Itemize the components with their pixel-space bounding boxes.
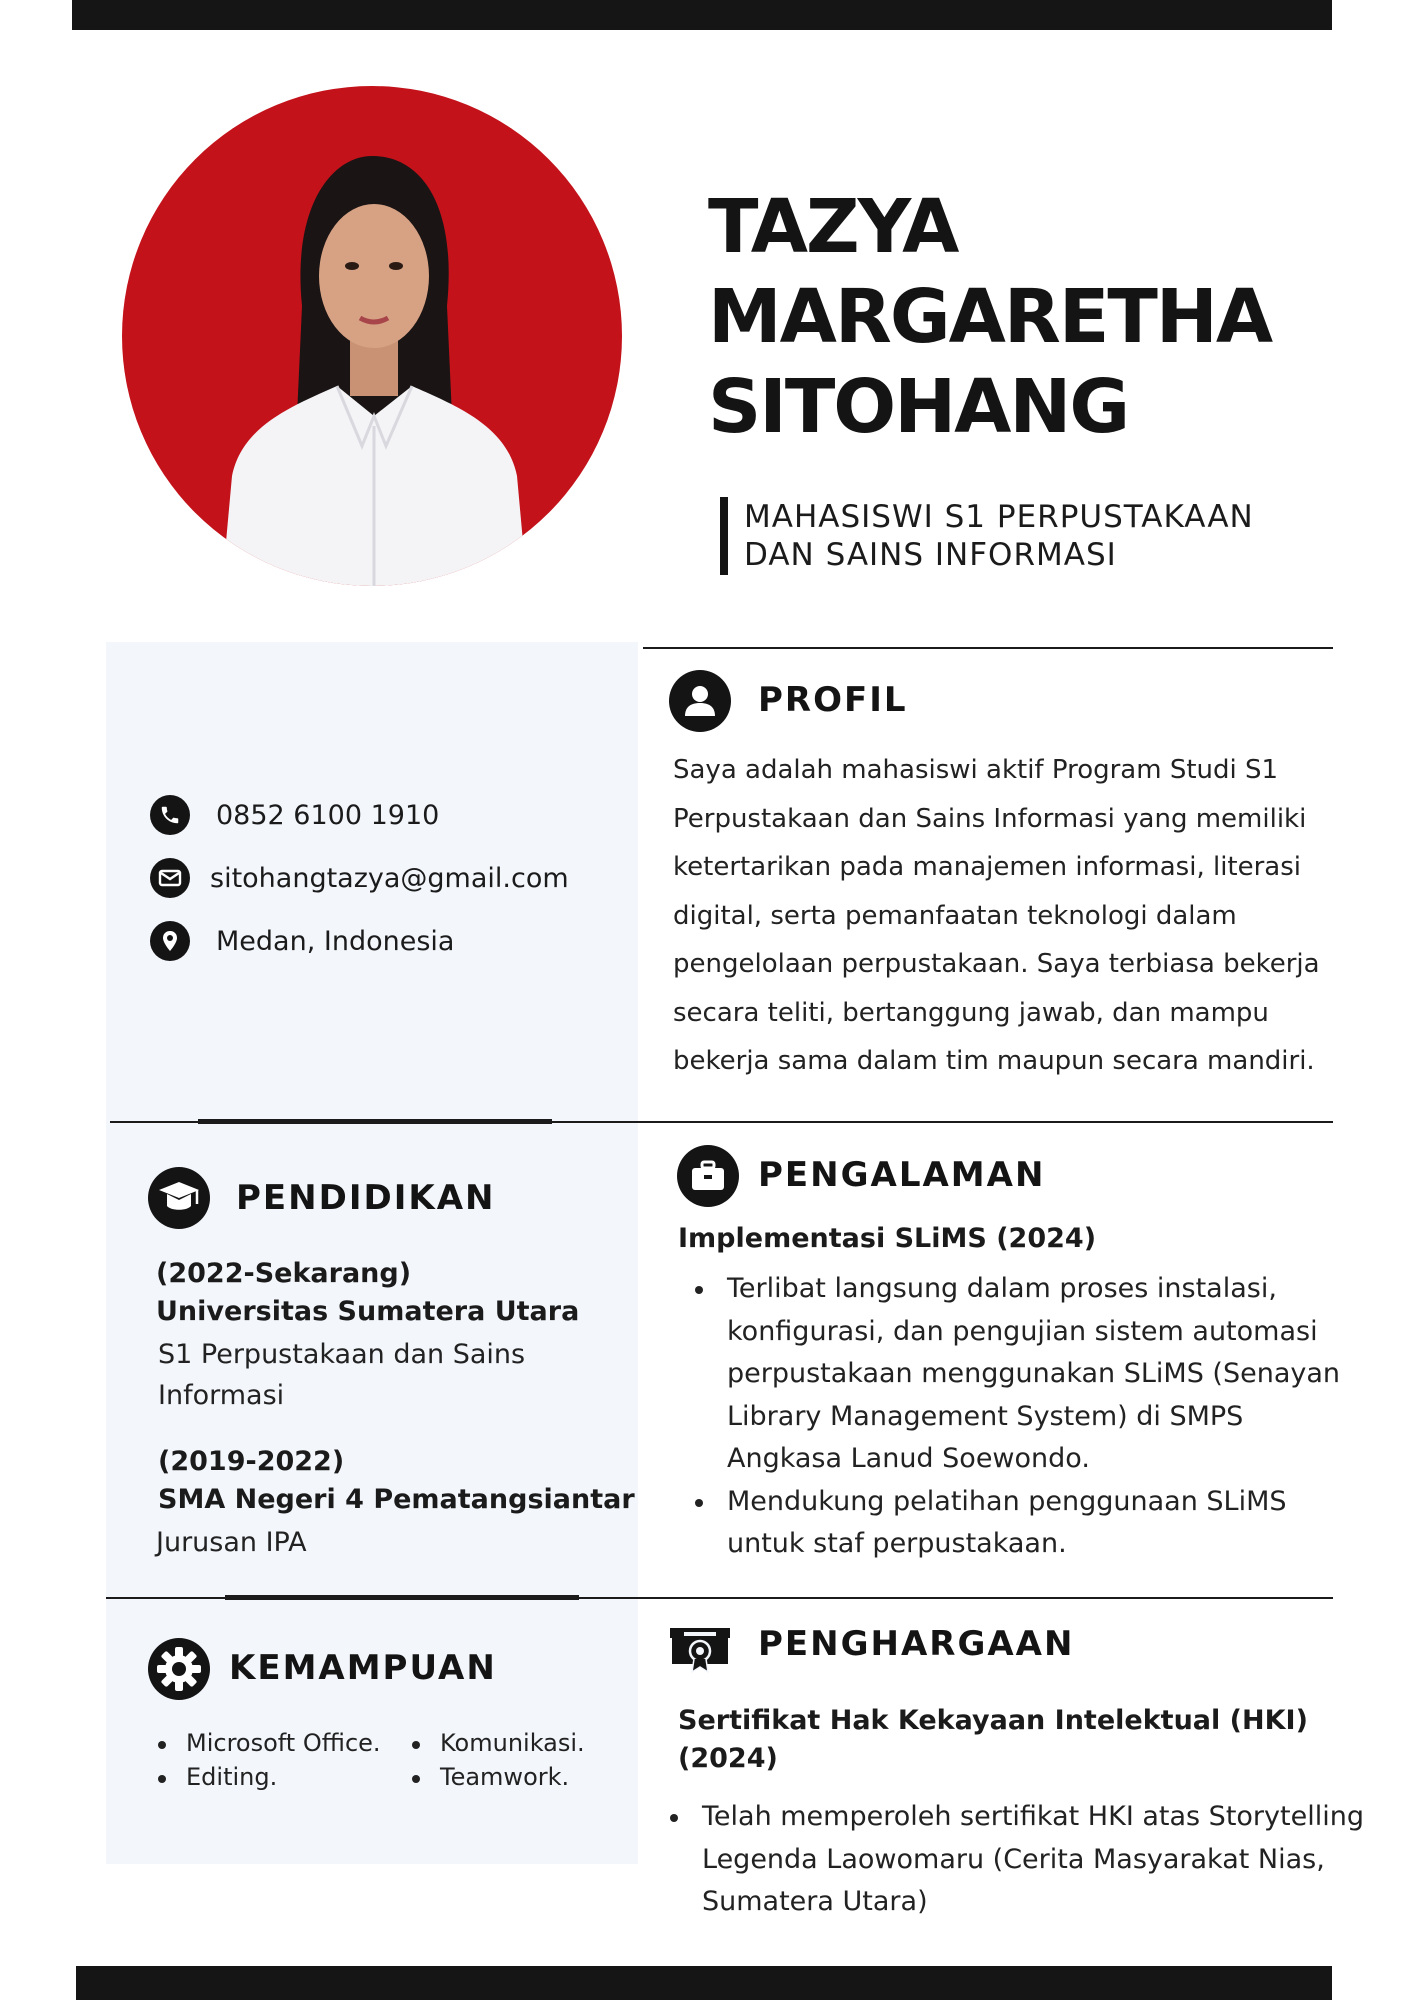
subtitle-line-1: MAHASISWI S1 PERPUSTAKAAN	[744, 499, 1254, 535]
bullet-line: Terlibat langsung dalam proses instalasi,	[727, 1273, 1277, 1304]
contact-list	[150, 795, 630, 961]
divider-top-right	[643, 647, 1333, 649]
bullet-line: Angkasa Lanud Soewondo.	[727, 1443, 1090, 1474]
gear-icon	[148, 1638, 210, 1700]
briefcase-icon	[677, 1145, 739, 1207]
profil-line: Saya adalah mahasiswi aktif Program Studi S1	[673, 755, 1279, 785]
full-name	[708, 182, 1388, 452]
edu-1-period: (2022-Sekarang)	[156, 1258, 412, 1289]
bullet-line: untuk staf perpustakaan.	[727, 1528, 1067, 1559]
edu-1-detail: S1 Perpustakaan dan Sains	[158, 1339, 526, 1370]
name-line-2: MARGARETHA	[708, 274, 1272, 360]
bullet-line: perpustakaan menggunakan SLiMS (Senayan	[727, 1358, 1340, 1389]
skill-item: Editing.	[154, 1763, 277, 1791]
edu-1-school: Universitas Sumatera Utara	[156, 1296, 580, 1327]
name-line-3: SITOHANG	[708, 364, 1129, 450]
edu-2-period: (2019-2022)	[158, 1446, 345, 1477]
profil-line: ketertarikan pada manajemen informasi, literasi	[673, 852, 1301, 882]
penghargaan-heading: (2024)	[678, 1743, 778, 1774]
bullet-line: Sumatera Utara)	[702, 1886, 928, 1917]
pengalaman-title: PENGALAMAN	[758, 1155, 1046, 1195]
divider-mid-2-accent	[225, 1595, 579, 1600]
edu-2-detail: Jurusan IPA	[156, 1527, 307, 1558]
edu-2-school: SMA Negeri 4 Pematangsiantar	[158, 1484, 635, 1515]
contact-email-row	[150, 858, 630, 898]
list-item	[675, 1481, 1355, 1566]
subtitle-accent-bar	[720, 497, 728, 575]
phone-icon	[150, 795, 190, 835]
bullet-line: Library Management System) di SMPS	[727, 1400, 1244, 1432]
user-icon	[669, 670, 731, 732]
location-pin-icon	[150, 921, 190, 961]
bullet-line: Mendukung pelatihan penggunaan SLiMS	[727, 1485, 1287, 1517]
name-line-1: TAZYA	[708, 184, 958, 270]
subtitle-line-2: DAN SAINS INFORMASI	[744, 537, 1117, 573]
contact-location: Medan, Indonesia	[216, 925, 455, 957]
mail-icon	[150, 858, 190, 898]
pengalaman-heading: Implementasi SLiMS (2024)	[678, 1223, 1097, 1254]
profil-line: Perpustakaan dan Sains Informasi yang memiliki	[673, 803, 1307, 834]
pengalaman-list	[675, 1268, 1355, 1566]
skill-item: Microsoft Office.	[154, 1729, 381, 1757]
graduation-cap-icon	[148, 1167, 210, 1229]
penghargaan-heading: Sertifikat Hak Kekayaan Intelektual (HKI)	[678, 1705, 1308, 1736]
penghargaan-list	[650, 1796, 1370, 1924]
list-item	[675, 1268, 1355, 1481]
penghargaan-title: PENGHARGAAN	[758, 1624, 1075, 1664]
edu-1-detail: Informasi	[158, 1380, 285, 1411]
profil-title: PROFIL	[758, 680, 908, 720]
skill-item: Teamwork.	[408, 1763, 569, 1791]
contact-email[interactable]: sitohangtazya@gmail.com	[210, 862, 569, 894]
contact-phone: 0852 6100 1910	[216, 799, 440, 831]
profil-line: pengelolaan perpustakaan. Saya terbiasa bekerja	[673, 949, 1320, 979]
contact-location-row	[150, 921, 630, 961]
profile-photo	[122, 86, 622, 586]
bottom-bar	[76, 1966, 1332, 2000]
bullet-line: Legenda Laowomaru (Cerita Masyarakat Nias,	[702, 1843, 1325, 1875]
certificate-icon	[670, 1624, 730, 1674]
profil-line: bekerja sama dalam tim maupun secara mandiri.	[673, 1046, 1315, 1076]
job-subtitle	[744, 498, 1344, 574]
list-item	[650, 1796, 1370, 1924]
profil-line: digital, serta pemanfaatan teknologi dalam	[673, 900, 1237, 931]
skill-item: Komunikasi.	[408, 1729, 585, 1757]
kemampuan-title: KEMAMPUAN	[229, 1648, 497, 1688]
profil-text	[673, 746, 1353, 1086]
top-bar	[72, 0, 1332, 30]
divider-mid-1-accent	[198, 1119, 552, 1124]
profil-line: secara teliti, bertanggung jawab, dan mampu	[673, 997, 1269, 1028]
bullet-line: konfigurasi, dan pengujian sistem automasi	[727, 1315, 1318, 1347]
pendidikan-title: PENDIDIKAN	[236, 1178, 496, 1218]
contact-phone-row	[150, 795, 630, 835]
bullet-line: Telah memperoleh sertifikat HKI atas Storytelling	[702, 1801, 1364, 1832]
